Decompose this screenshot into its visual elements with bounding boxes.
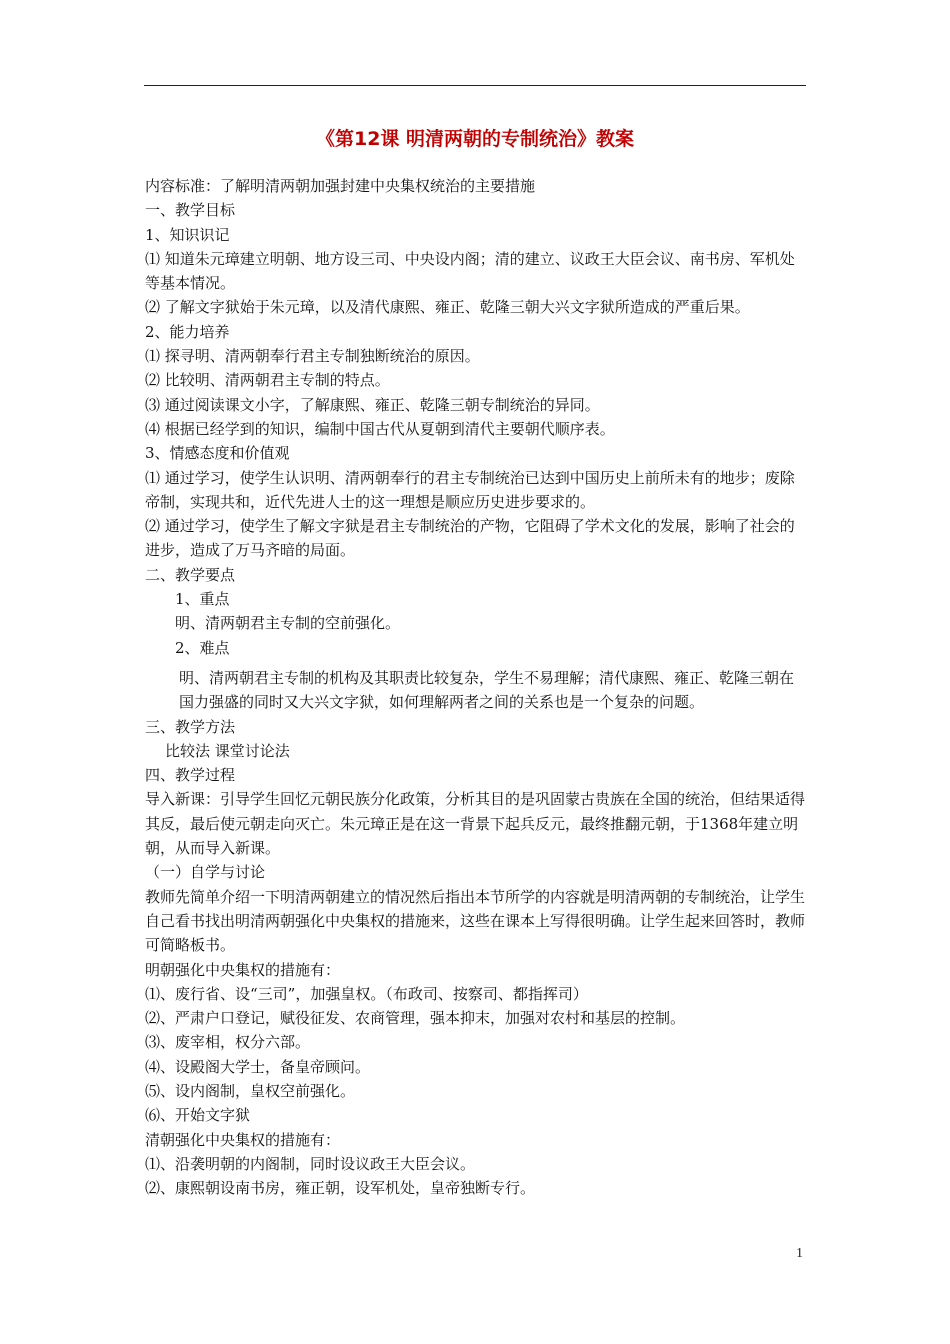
document-body: [145, 174, 808, 1200]
list-item: ⑴ 知道朱元璋建立明朝、地方设三司、中央设内阁；清的建立、议政王大臣会议、南书房、军机处等基本情况。: [145, 249, 795, 293]
section-heading: 二、教学要点: [145, 565, 236, 584]
subsection-heading: 1、知识识记: [145, 225, 230, 244]
list-item: ⑵、严肃户口登记，赋役征发、农商管理，强本抑末，加强对农村和基层的控制。: [145, 1009, 686, 1028]
list-item: ⑶、废宰相，权分六部。: [145, 1033, 311, 1052]
list-item: ⑶ 通过阅读课文小字，了解康熙、雍正、乾隆三朝专制统治的异同。: [145, 395, 600, 414]
list-item: ⑷ 根据已经学到的知识，编制中国古代从夏朝到清代主要朝代顺序表。: [145, 419, 615, 438]
subsection-heading: （一）自学与讨论: [145, 863, 266, 882]
key-point-text: 明、清两朝君主专制的空前强化。: [175, 614, 401, 633]
section-heading: 三、教学方法: [145, 717, 236, 736]
section-heading: 一、教学目标: [145, 201, 236, 220]
list-item: ⑸、设内阁制，皇权空前强化。: [145, 1081, 356, 1100]
teacher-paragraph: 教师先简单介绍一下明清两朝建立的情况然后指出本节所学的内容就是明清两朝的专制统治，让学生自己看书找出明清两朝强化中央集权的措施来，这些在课本上写得很明确。让学生起来回答时，教师可简略板书。: [145, 887, 806, 955]
subsection-heading: 1、重点: [175, 590, 230, 609]
method-text: 比较法 课堂讨论法: [165, 741, 290, 760]
list-item: ⑵ 通过学习，使学生了解文字狱是君主专制统治的产物，它阻碍了学术文化的发展，影响了社会的进步，造成了万马齐暗的局面。: [145, 517, 795, 560]
list-item: ⑴ 探寻明、清两朝奉行君主专制独断统治的原因。: [145, 347, 480, 366]
list-item: ⑹、开始文字狱: [145, 1106, 251, 1125]
list-item: ⑴、沿袭明朝的内阁制，同时设议政王大臣会议。: [145, 1154, 476, 1173]
subsection-heading: 2、能力培养: [145, 322, 230, 341]
subsection-heading: 2、难点: [175, 638, 230, 657]
subsection-heading: 3、情感态度和价值观: [145, 444, 290, 463]
list-item: ⑵ 比较明、清两朝君主专制的特点。: [145, 371, 390, 390]
header-rule: [144, 85, 806, 86]
list-item: ⑵ 了解文字狱始于朱元璋，以及清代康熙、雍正、乾隆三朝大兴文字狱所造成的严重后果。: [145, 298, 750, 317]
list-item: ⑴ 通过学习，使学生认识明、清两朝奉行的君主专制统治已达到中国历史上前所未有的地步；废除帝制，实现共和，近代先进人士的这一理想是顺应历史进步要求的。: [145, 468, 795, 511]
intro-paragraph: 导入新课：引导学生回忆元朝民族分化政策，分析其目的是巩固蒙古贵族在全国的统治，但结果适得其反，最后使元朝走向灭亡。朱元璋正是在这一背景下起兵反元，最终推翻元朝，于1368年建立明朝，从而导入新课。: [145, 790, 806, 858]
difficulty-text: 明、清两朝君主专制的机构及其职责比较复杂，学生不易理解；清代康熙、雍正、乾隆三朝在国力强盛的同时又大兴文字狱，如何理解两者之间的关系也是一个复杂的问题。: [179, 668, 795, 712]
page-title: 《第12课 明清两朝的专制统治》教案: [315, 128, 635, 150]
list-item: ⑷、设殿阁大学士，备皇帝顾问。: [145, 1057, 371, 1076]
section-heading: 四、教学过程: [145, 766, 236, 785]
content-standard: 内容标准：了解明清两朝加强封建中央集权统治的主要措施: [145, 177, 536, 195]
list-item: ⑵、康熙朝设南书房，雍正朝，设军机处，皇帝独断专行。: [145, 1179, 536, 1198]
page-number: 1: [796, 1246, 803, 1261]
list-item: ⑴、废行省、设“三司”，加强皇权。（布政司、按察司、都指挥司）: [145, 984, 588, 1003]
list-heading: 清朝强化中央集权的措施有：: [145, 1130, 341, 1149]
list-heading: 明朝强化中央集权的措施有：: [145, 960, 341, 979]
